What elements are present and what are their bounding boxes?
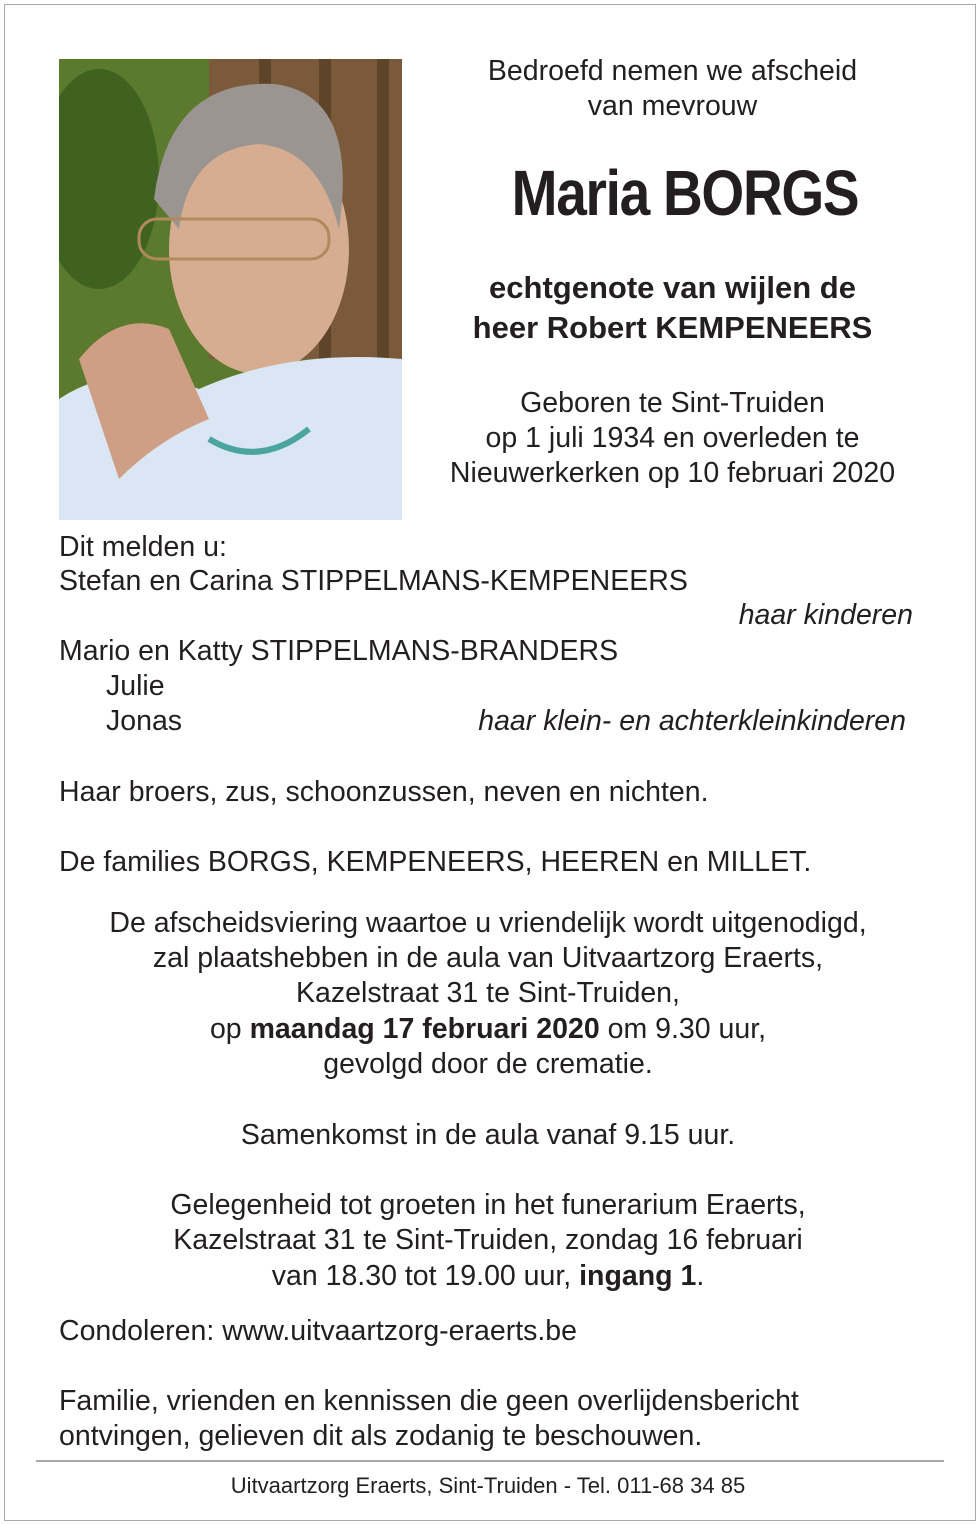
ceremony-line-3: Kazelstraat 31 te Sint-Truiden,	[296, 977, 680, 1009]
ceremony-date-prefix: op	[209, 1013, 250, 1045]
spouse-line-2: heer Robert KEMPENEERS	[472, 310, 873, 345]
grandchild-julie: Julie	[106, 670, 165, 702]
spouse-line-1: echtgenote van wijlen de	[489, 270, 856, 305]
ceremony-date-line	[0, 1012, 976, 1047]
relatives-line: Haar broers, zus, schoonzussen, neven en nichten.	[59, 776, 709, 808]
condolences-line: Condoleren: www.uitvaartzorg-eraerts.be	[59, 1315, 577, 1347]
deceased-name: Maria BORGS	[511, 157, 859, 229]
birth-line-1: Geboren te Sint-Truiden	[520, 387, 825, 419]
family-intro: Dit melden u:	[59, 531, 227, 563]
visitation-line-3	[0, 1259, 976, 1294]
ceremony-line-5: gevolgd door de crematie.	[323, 1048, 653, 1080]
intro-line-2: van mevrouw	[587, 90, 758, 122]
gathering-line: Samenkomst in de aula vanaf 9.15 uur.	[240, 1119, 736, 1151]
birth-line-2: op 1 juli 1934 en overleden te	[485, 422, 860, 454]
grandchildren-parents: Mario en Katty STIPPELMANS-BRANDERS	[59, 635, 619, 667]
children-names: Stefan en Carina STIPPELMANS-KEMPENEERS	[59, 565, 688, 597]
ceremony-time: om 9.30 uur,	[599, 1013, 767, 1045]
visitation-time: van 18.30 tot 19.00 uur,	[271, 1260, 580, 1292]
birth-line-3: Nieuwerkerken op 10 februari 2020	[449, 457, 896, 489]
footer-divider	[36, 1460, 944, 1462]
ceremony-date: maandag 17 februari 2020	[249, 1013, 600, 1045]
footer-contact: Uitvaartzorg Eraerts, Sint-Truiden - Tel. 011-68 34 85	[230, 1473, 746, 1498]
ceremony-line-1: De afscheidsviering waartoe u vriendelijk wordt uitgenodigd,	[109, 907, 867, 939]
families-line: De families BORGS, KEMPENEERS, HEEREN en MILLET.	[59, 846, 812, 878]
portrait-photo	[59, 59, 402, 520]
intro-line-1: Bedroefd nemen we afscheid	[487, 55, 858, 87]
grandchild-jonas: Jonas	[106, 705, 183, 737]
grandchildren-label: haar klein- en achterkleinkinderen	[478, 705, 906, 737]
visitation-line-1: Gelegenheid tot groeten in het funerarium Eraerts,	[170, 1189, 806, 1221]
ceremony-line-2: zal plaatshebben in de aula van Uitvaartzorg Eraerts,	[152, 942, 824, 974]
children-label: haar kinderen	[738, 599, 913, 631]
visitation-period: .	[696, 1260, 705, 1292]
visitation-entrance: ingang 1	[579, 1260, 697, 1292]
visitation-line-2: Kazelstraat 31 te Sint-Truiden, zondag 16 februari	[173, 1224, 803, 1256]
notice-line-2: ontvingen, gelieven dit als zodanig te beschouwen.	[59, 1420, 703, 1452]
notice-line-1: Familie, vrienden en kennissen die geen overlijdensbericht	[59, 1385, 799, 1417]
